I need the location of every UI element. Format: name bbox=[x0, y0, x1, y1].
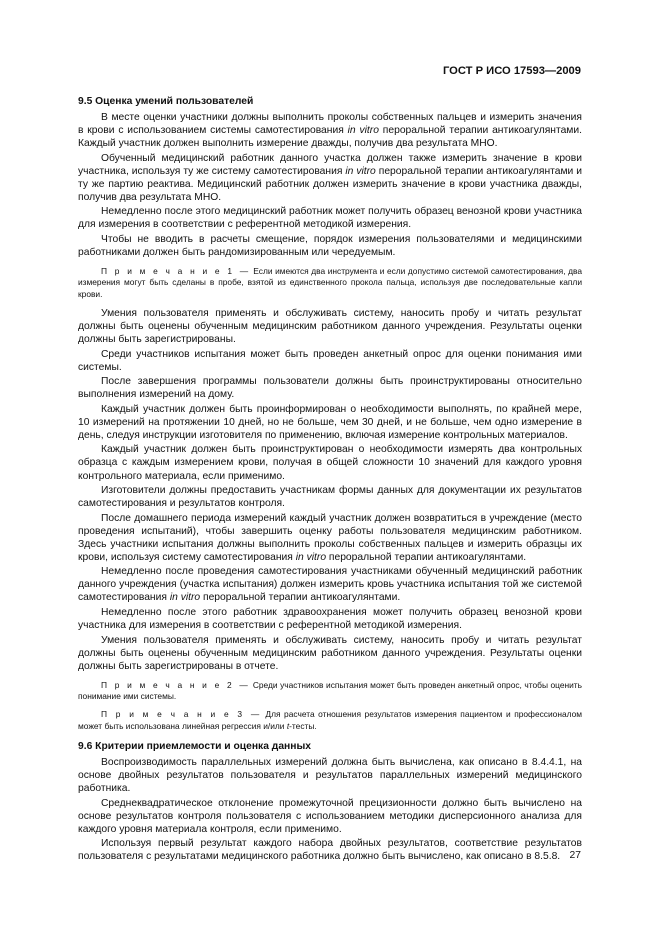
paragraph: Изготовители должны предоставить участникам формы данных для документации их результатов самотестирования и результатов контроля. bbox=[78, 485, 582, 510]
paragraph: Каждый участник должен быть проинструктирован о необходимости измерять два контрольных образца с каждым измерением крови, получая в общей сложности 10 значений для каждого уровня контрольного материала, если применимо. bbox=[78, 444, 582, 482]
paragraph: Чтобы не вводить в расчеты смещение, порядок измерения пользователями и медицинскими работниками должен быть рандомизированным или чередуемым. bbox=[78, 233, 582, 259]
paragraph: Немедленно после проведения самотестирования участниками обученный медицинский работник данного учреждения (участка испытания) должен измерить кровь участника испытания той же системой самотестирования in vitro пероральной терапии антикоагулянтами. bbox=[78, 566, 582, 604]
paragraph: Немедленно после этого работник здравоохранения может получить образец венозной крови участника для измерения в соответствии с референтной методикой измерения. bbox=[78, 606, 582, 632]
paragraph: Используя первый результат каждого набора двойных результатов, соответствие результатов пользователя с результатами медицинского работника должно быть вычислено, как описано в 8.5.8. bbox=[78, 838, 582, 863]
paragraph: Среднеквадратическое отклонение промежуточной прецизионности должно быть вычислено на основе результатов контроля пользователя с использованием методики дисперсионного анализа для каждого уровня материала контроля, если применимо. bbox=[78, 797, 582, 835]
page-number: 27 bbox=[569, 850, 581, 861]
note-3: П р и м е ч а н и е 3 — Для расчета отношения результатов измерения пациентом и профессионалом может быть использована линейная регрессия и/или t-тесты. bbox=[78, 709, 583, 731]
section-heading-9-6: 9.6 Критерии приемлемости и оценка данных bbox=[78, 740, 312, 752]
paragraph: Каждый участник должен быть проинформирован о необходимости выполнять, по крайней мере, 10 измерений на протяжении 10 дней, но не больше, чем 30 дней, и не больше, чем одно измерение в день, следуя инструкции изготовителя по применению, включая измерение контрольных материалов. bbox=[78, 403, 582, 441]
note-2: П р и м е ч а н и е 2 — Среди участников испытания может быть проведен анкетный опрос, чтобы оценить понимание ими системы. bbox=[78, 679, 583, 702]
section-heading-9-5: 9.5 Оценка умений пользователей bbox=[78, 96, 254, 107]
paragraph: Немедленно после этого медицинский работник может получить образец венозной крови участника для измерения в соответствии с референтной методикой измерения. bbox=[78, 206, 582, 231]
paragraph: Умения пользователя применять и обслуживать систему, наносить пробу и читать результат должны быть оценены обученным медицинским работником данного учреждения. Результаты оценки должны быть зарегистрированы в отчете. bbox=[78, 634, 582, 672]
note-1: П р и м е ч а н и е 1 — Если имеются два инструмента и если допустимо системой самотестирования, два измерения могут быть сделаны в пробе, взятой из единственного прокола пальца, используя две последовательные капли крови. bbox=[78, 266, 582, 299]
page-content bbox=[78, 95, 582, 865]
paragraph: В месте оценки участники должны выполнить проколы собственных пальцев и измерить значения в крови с использованием системы самотестирования in vitro пероральной терапии антикоагулянтами. Каждый участник должен выполнить измерение дважды, получив два результата МНО. bbox=[78, 112, 582, 150]
paragraph: Воспроизводимость параллельных измерений должна быть вычислена, как описано в 8.4.4.1, на основе двойных результатов пользователя и результатов параллельных измерений медицинского работника. bbox=[78, 756, 582, 795]
document-code: ГОСТ Р ИСО 17593—2009 bbox=[442, 65, 581, 77]
paragraph: Среди участников испытания может быть проведен анкетный опрос для оценки понимания ими системы. bbox=[78, 348, 582, 373]
paragraph: После домашнего периода измерений каждый участник должен возвратиться в учреждение (место проведения испытаний), чтобы завершить оценку работы пользователя медицинским работником. Здесь участники испытания должны выполнить проколы собственных пальцев и измерить образцы их крови, используя систему самотестирования in vitro пероральной терапии антикоагулянтами. bbox=[78, 512, 582, 563]
paragraph: Обученный медицинский работник данного участка должен также измерить значение в крови участника, используя ту же систему самотестирования in vitro пероральной терапии антикоагулянтами и ту же партию реактива. Медицинский работник должен измерить значение в крови участника дважды, получив два результата МНО. bbox=[78, 152, 583, 203]
paragraph: Умения пользователя применять и обслуживать систему, наносить пробу и читать результат должны быть оценены обученным медицинским работником данного учреждения. Результаты оценки должны быть зарегистрированы. bbox=[78, 307, 582, 346]
paragraph: После завершения программы пользователи должны быть проинструктированы относительно выполнения измерений на дому. bbox=[78, 376, 582, 401]
